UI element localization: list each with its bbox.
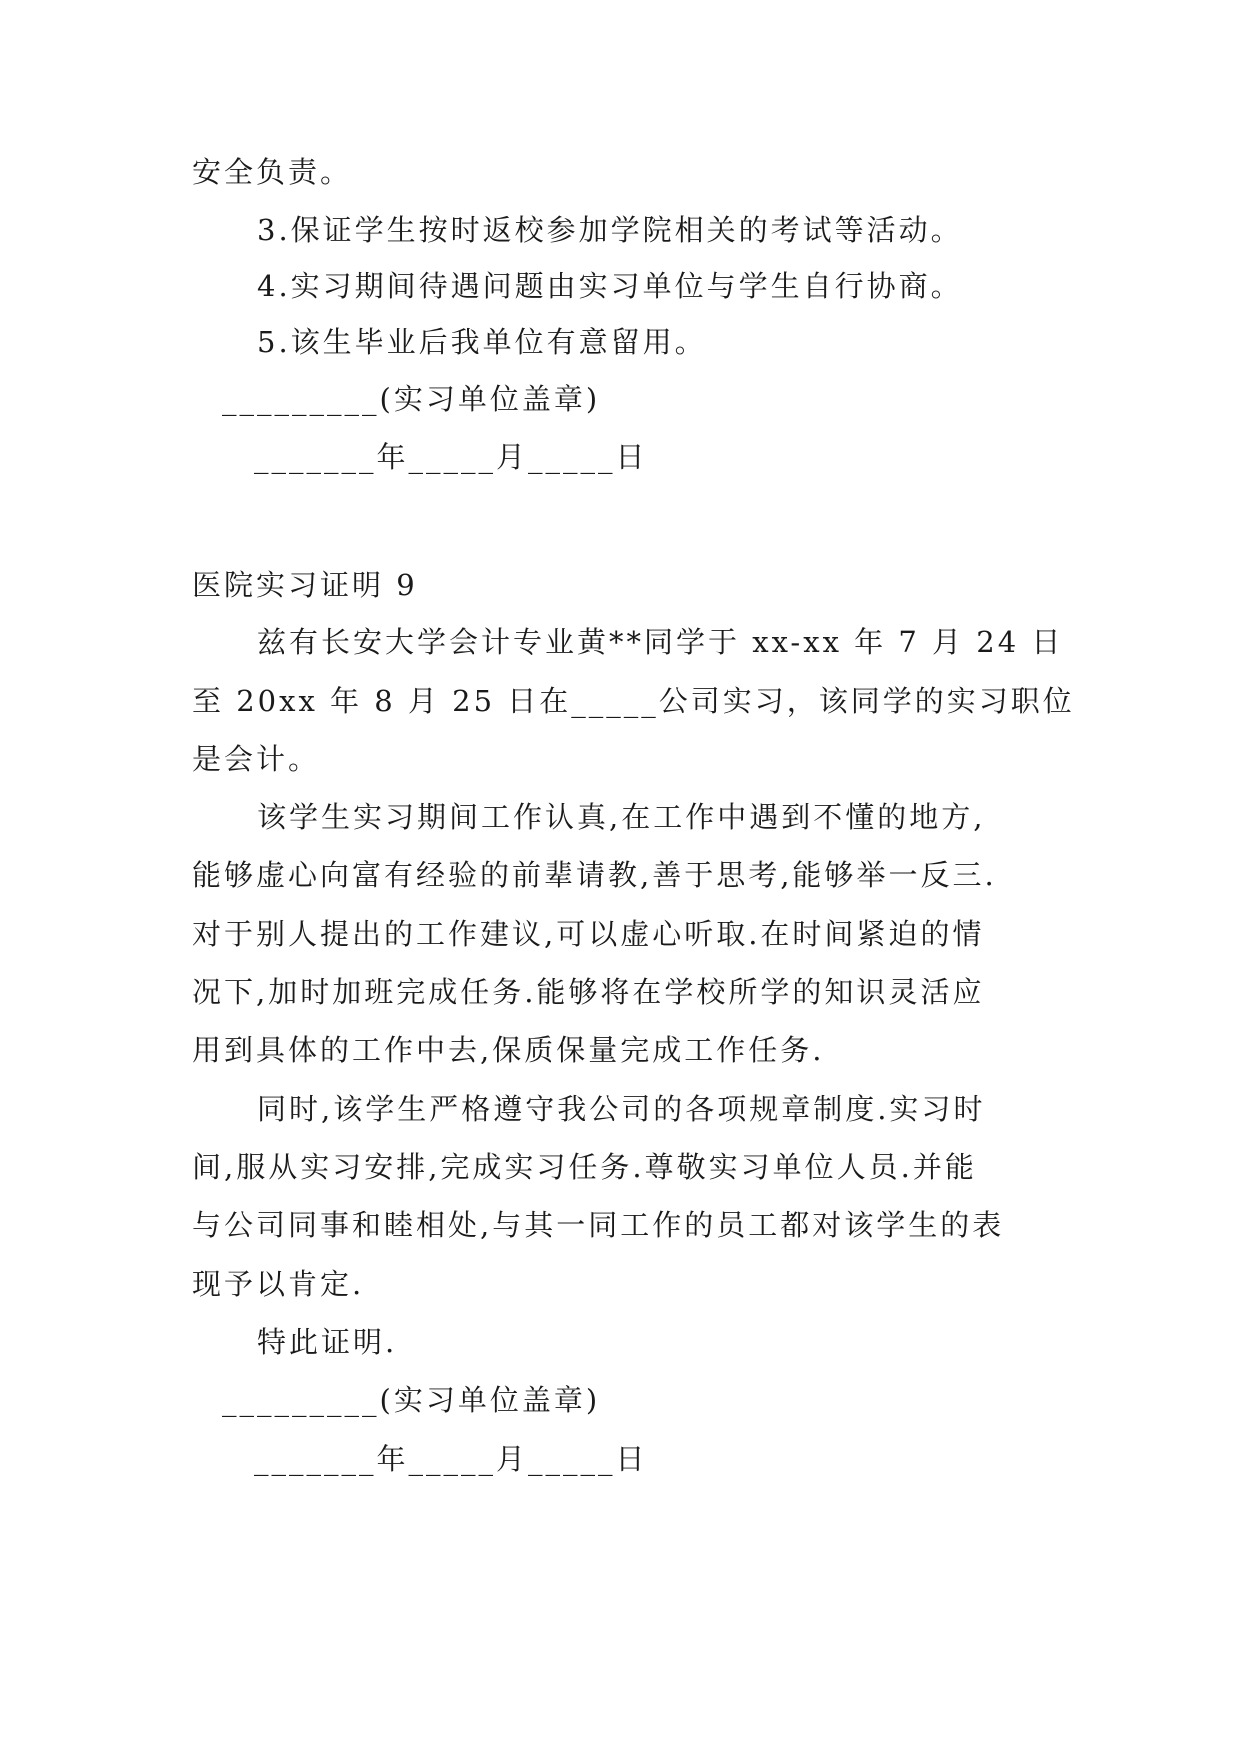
prev-item-5: 5.该生毕业后我单位有意留用。: [257, 325, 707, 359]
prev-tail-line: 安全负责。: [192, 155, 353, 189]
para1-line-2: 至 20xx 年 8 月 25 日在_____公司实习，该同学的实习职位: [192, 684, 1075, 718]
para2-line-2: 能够虚心向富有经验的前辈请教,善于思考,能够举一反三.: [192, 858, 997, 892]
date-line: _______年_____月_____日: [254, 1442, 648, 1476]
para3-line-2: 间,服从实习安排,完成实习任务.尊敬实习单位人员.并能: [192, 1150, 977, 1184]
para3-line-3: 与公司同事和睦相处,与其一同工作的员工都对该学生的表: [192, 1208, 1005, 1242]
para3-line-1: 同时,该学生严格遵守我公司的各项规章制度.实习时: [257, 1092, 986, 1126]
prev-item-4: 4.实习期间待遇问题由实习单位与学生自行协商。: [257, 269, 963, 303]
closing-line: 特此证明.: [257, 1325, 398, 1359]
para1-line-1: 兹有长安大学会计专业黄**同学于 xx-xx 年 7 月 24 日: [257, 625, 1064, 659]
section-title: 医院实习证明 9: [192, 568, 418, 602]
para2-line-3: 对于别人提出的工作建议,可以虚心听取.在时间紧迫的情: [192, 917, 985, 951]
para2-line-4: 况下,加时加班完成任务.能够将在学校所学的知识灵活应: [192, 975, 985, 1009]
prev-date-line: _______年_____月_____日: [254, 440, 648, 474]
para1-line-3: 是会计。: [192, 742, 321, 776]
prev-item-3: 3.保证学生按时返校参加学院相关的考试等活动。: [257, 213, 963, 247]
prev-signature-line: _________(实习单位盖章): [222, 382, 601, 416]
para2-line-5: 用到具体的工作中去,保质保量完成工作任务.: [192, 1033, 825, 1067]
para2-line-1: 该学生实习期间工作认真,在工作中遇到不懂的地方,: [257, 800, 986, 834]
para3-line-4: 现予以肯定.: [192, 1267, 365, 1301]
signature-line: _________(实习单位盖章): [222, 1383, 601, 1417]
